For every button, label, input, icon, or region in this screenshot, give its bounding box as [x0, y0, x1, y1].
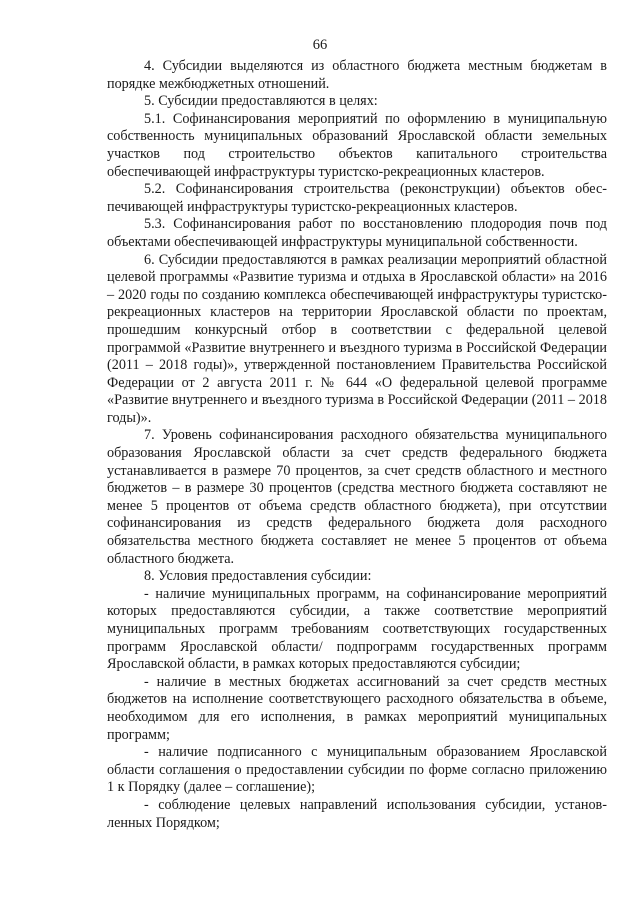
- paragraph-6-program: 6. Субсидии предоставляются в рамках реализации мероприятий областной целевой программы «Развитие туризма и отдыха в Ярославской области» на 2016 – 2020 годы по созданию комплекса обеспечивающей инфраструктуры туристско-рекреационных кластеров на территории Ярославской области по проектам, прошедшим конкурсный отбор в соответствии с федеральной целевой программой «Развитие внутреннего и въездного туризма в Российской Федерации (2011 – 2018 годы)», утвержденной постановлением Правительства Российской Федерации от 2 августа 2011 г. № 644 «О федеральной целевой программе «Развитие внутреннего и въездного туризма в Российской Федерации (2011 – 2018 годы)».: [107, 251, 607, 426]
- paragraph-5-purposes: 5. Субсидии предоставляются в целях:: [144, 93, 378, 110]
- paragraph-4-subsidy-source: 4. Субсидии выделяются из областного бюджета местным бюджетам в порядке межбюджетных отношений.: [107, 58, 607, 92]
- paragraph-8-conditions: 8. Условия предоставления субсидии:: [144, 568, 372, 585]
- paragraph-5-1: 5.1. Софинансирования мероприятий по оформлению в муниципальную собственность муниципальных образований Ярославской области земельных участков под строительство объектов капитального строительства обеспечивающей инфраструктуры туристско-рекреационных кластеров.: [107, 110, 607, 180]
- document-body: [107, 58, 607, 832]
- page-number: 66: [312, 37, 328, 53]
- paragraph-7-cofinancing: 7. Уровень софинансирования расходного обязательства муниципального образования Ярославской области за счет средств федерального бюджета устанавливается в размере 70 процентов, за счет средств областного и местного бюджетов – в размере 30 процентов (средства местного бюджета составляют не менее 5 процентов от объема средств областного бюджета), при отсутствии софинансирования из средств федерального бюджета доля расходного обязательства местного бюджета составляет не менее 5 процентов от объема областного бюджета.: [107, 427, 607, 567]
- paragraph-5-3: 5.3. Софинансирования работ по восстановлению плодородия почв под объектами обеспечивающей инфраструктуры муниципальной собственности.: [107, 216, 607, 250]
- condition-item-target-use: - соблюдение целевых направлений использования субсидии, установленных Порядком;: [107, 796, 607, 831]
- condition-item-municipal-programs: - наличие муниципальных программ, на софинансирование мероприятий которых предоставляются субсидии, а также соответствие мероприятий муниципальных программ требованиям соответствующих государственных программ Ярославской области/ подпрограмм государственных программ Ярославской области, в рамках которых предоставляются субсидии;: [107, 585, 607, 673]
- paragraph-5-2: 5.2. Софинансирования строительства (реконструкции) объектов обеспечивающей инфраструктуры туристско-рекреационных кластеров.: [107, 181, 607, 215]
- condition-item-local-budget: - наличие в местных бюджетах ассигнований за счет средств местных бюджетов на исполнение соответствующего расходного обязательства в объеме, необходимом для его исполнения, в рамках мероприятий муниципальных программ;: [107, 673, 607, 743]
- condition-item-agreement: - наличие подписанного с муниципальным образованием Ярославской области соглашения о предоставлении субсидии по форме согласно приложению 1 к Порядку (далее – соглашение);: [107, 744, 607, 796]
